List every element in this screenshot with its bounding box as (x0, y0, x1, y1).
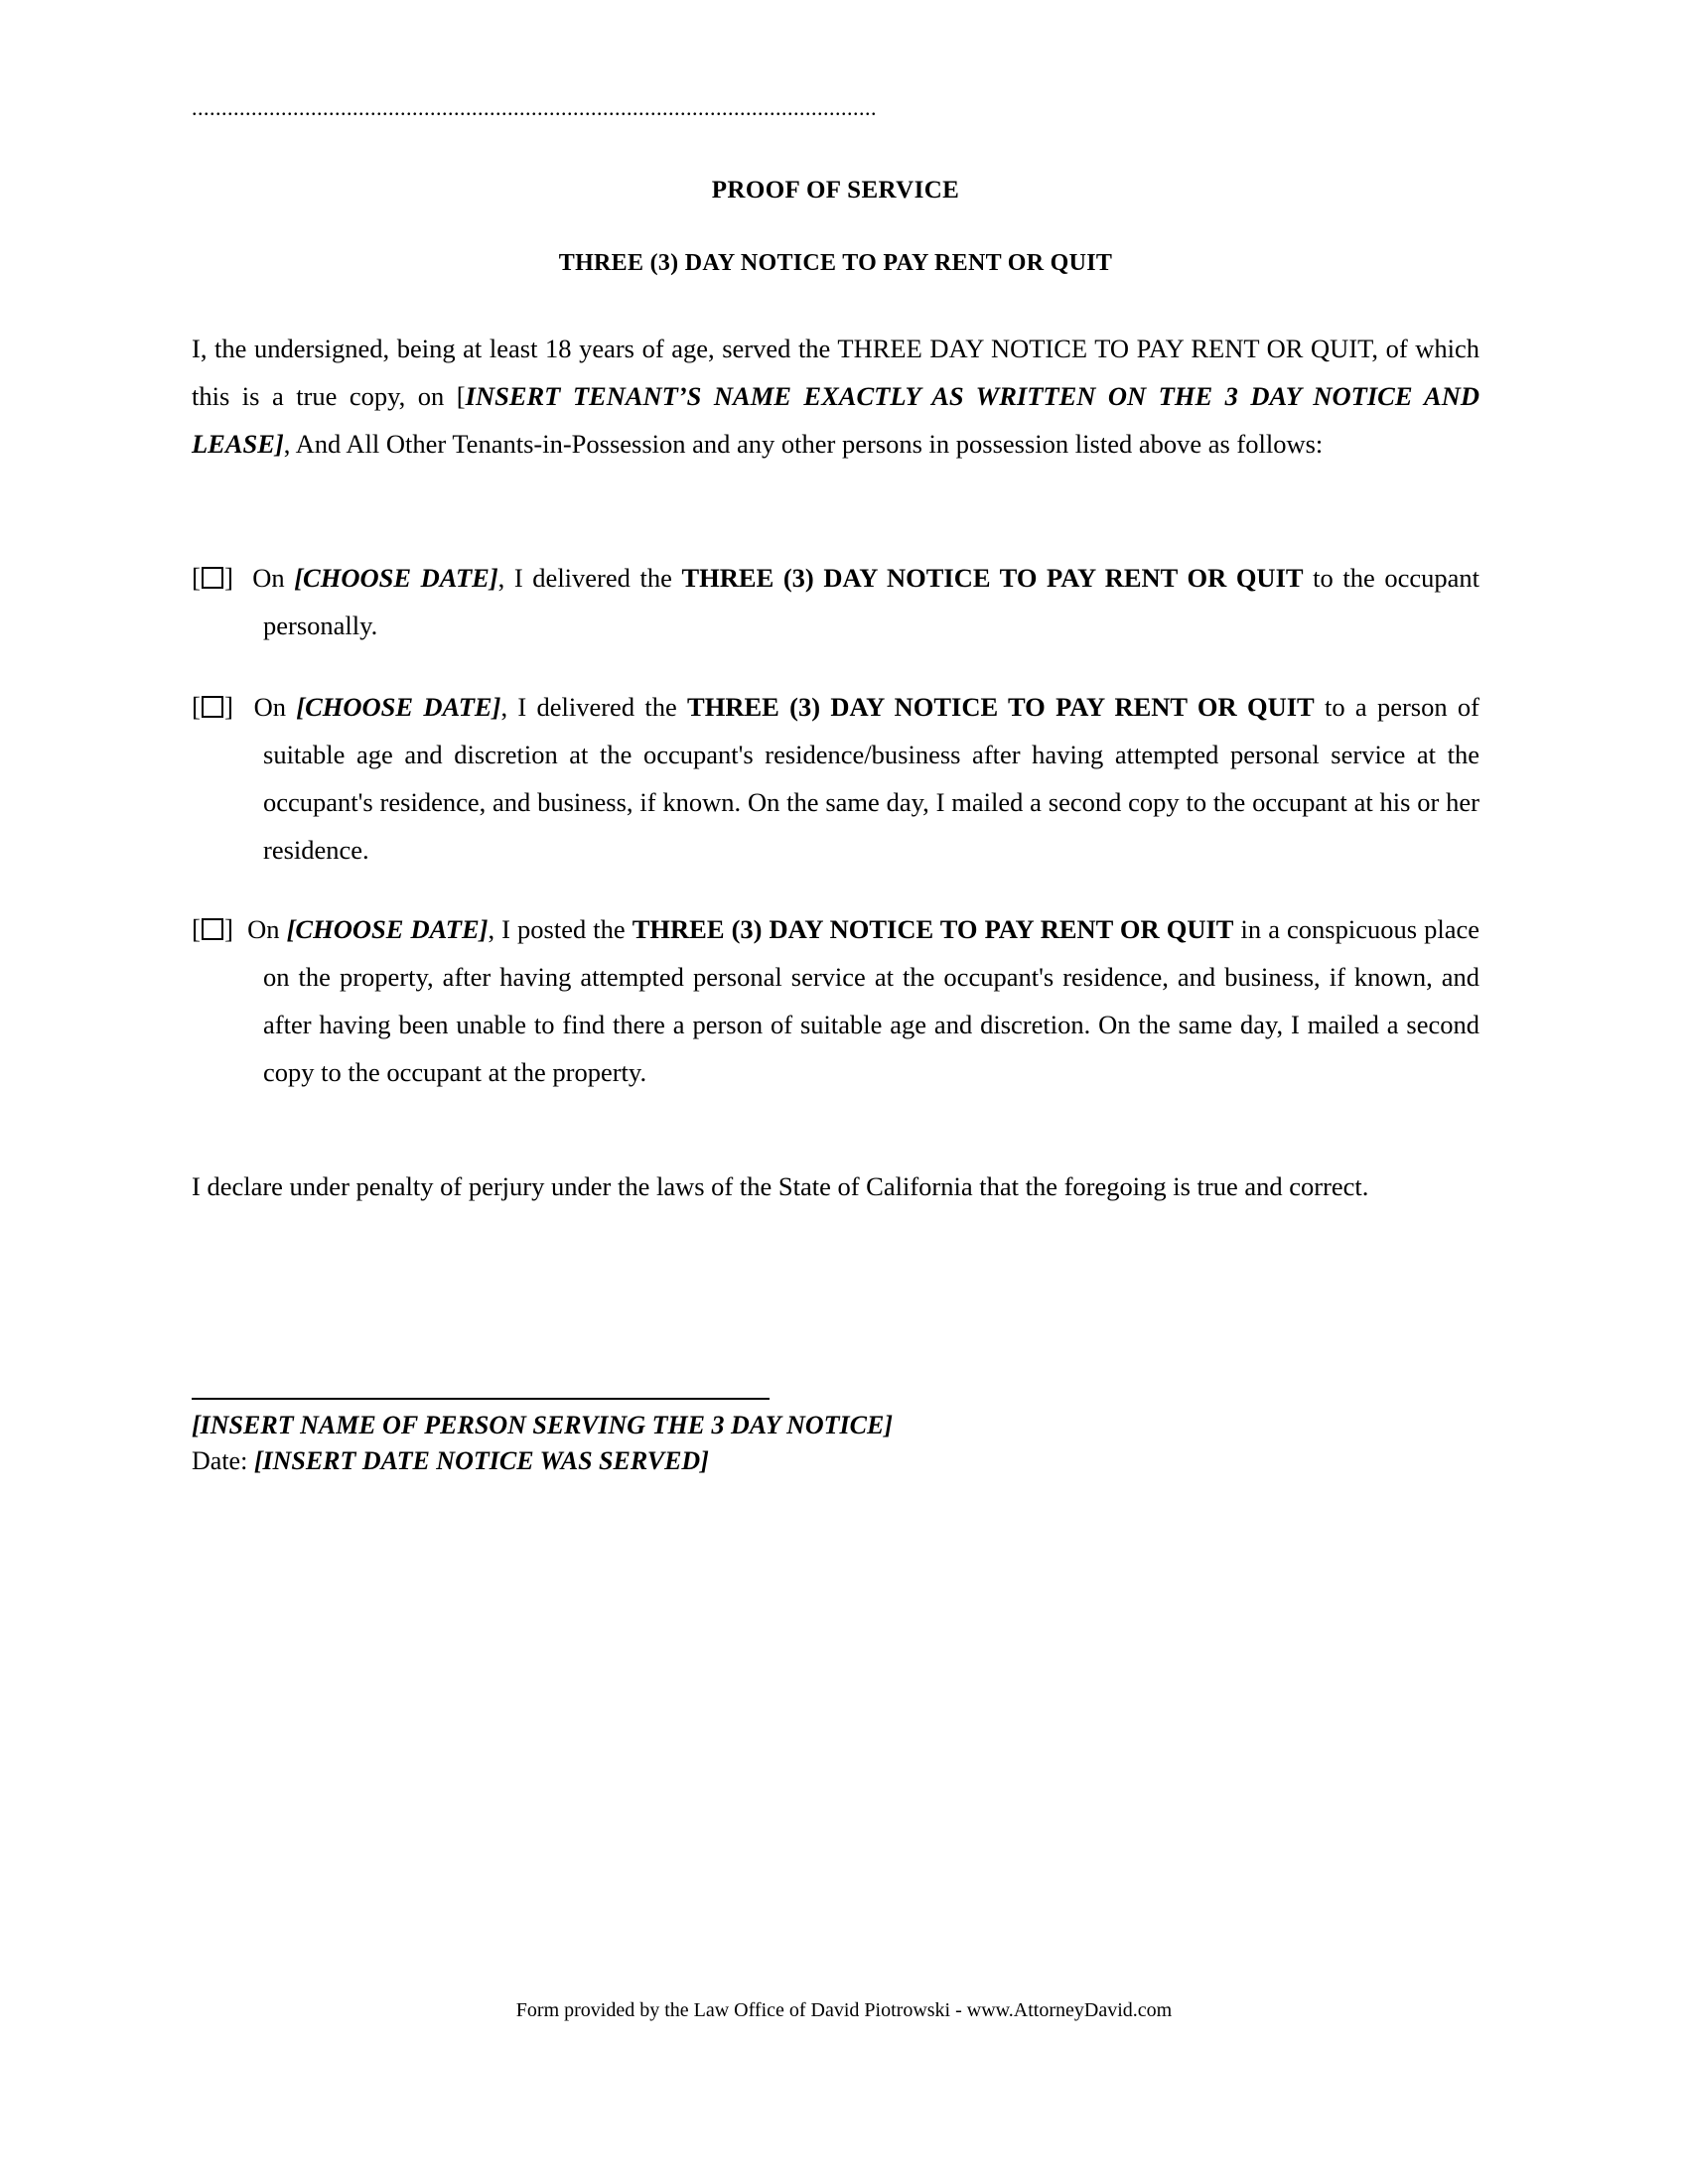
bracket-open-3: [ (192, 914, 201, 944)
bracket-close-3: ] (224, 914, 233, 944)
signature-line (192, 1398, 770, 1400)
bracket-close-2: ] (224, 692, 233, 722)
checkbox-unchecked-icon[interactable] (202, 696, 223, 718)
checkbox-group-1[interactable] (192, 563, 233, 593)
bracket-open-2: [ (192, 692, 201, 722)
dotted-leader-line: ................................................................................................................... (192, 95, 877, 120)
page-footer: Form provided by the Law Office of David Piotrowski - www.AttorneyDavid.com (515, 1999, 1173, 2021)
notice-name-2: THREE (3) DAY NOTICE TO PAY RENT OR QUIT (687, 692, 1315, 722)
bracket-open-1: [ (192, 563, 201, 593)
date-placeholder-2[interactable]: [CHOOSE DATE] (296, 692, 501, 722)
intro-paragraph (192, 325, 1479, 468)
checkbox-group-3[interactable] (192, 914, 233, 944)
option-text-after-1: to the occupant personally. (263, 563, 1480, 640)
perjury-declaration: I declare under penalty of perjury under the laws of the State of California that the foregoing is true and correct. (192, 1171, 1369, 1201)
tenant-name-placeholder: INSERT TENANT’S NAME EXACTLY AS WRITTEN ON THE 3 DAY NOTICE AND LEASE] (192, 381, 1479, 459)
service-option-posting[interactable] (192, 905, 1479, 1096)
page-title: PROOF OF SERVICE (711, 177, 960, 204)
intro-text-part-1: I, the undersigned, being at least 18 years of age, served the THREE DAY NOTICE TO PAY RENT OR QUIT, of which this is a true copy, on [ (192, 334, 1479, 411)
on-label-1: On (252, 563, 295, 593)
date-placeholder-1[interactable]: [CHOOSE DATE] (294, 563, 498, 593)
checkbox-unchecked-icon[interactable] (202, 918, 223, 940)
server-name-placeholder[interactable]: [INSERT NAME OF PERSON SERVING THE 3 DAY NOTICE] (192, 1411, 894, 1439)
checkbox-unchecked-icon[interactable] (202, 567, 223, 589)
bracket-close-1: ] (224, 563, 233, 593)
intro-text-part-2: , And All Other Tenants-in-Possession and any other persons in possession listed above as follows: (283, 429, 1324, 459)
service-date-placeholder[interactable]: [INSERT DATE NOTICE WAS SERVED] (253, 1446, 709, 1475)
service-option-substituted[interactable] (192, 683, 1479, 874)
on-label-2: On (253, 692, 297, 722)
notice-name-3: THREE (3) DAY NOTICE TO PAY RENT OR QUIT (632, 914, 1234, 944)
on-label-3: On (247, 914, 287, 944)
service-date-row (192, 1443, 1085, 1479)
option-text-before-3: , I posted the (488, 914, 633, 944)
checkbox-group-2[interactable] (192, 692, 233, 722)
option-text-after-2: to a person of suitable age and discretion at the occupant's residence/business after having attempted personal service at the occupant's residence, and business, if known. On the same day, I mailed a second copy to the occupant at his or her residence. (263, 692, 1479, 865)
option-text-before-1: , I delivered the (497, 563, 682, 593)
notice-name-1: THREE (3) DAY NOTICE TO PAY RENT OR QUIT (681, 563, 1304, 593)
option-text-after-3: in a conspicuous place on the property, after having attempted personal service at the occupant's residence, and business, if known, and after having been unable to find there a person of suitable age and discretion. On the same day, I mailed a second copy to the occupant at the property. (263, 914, 1480, 1087)
service-option-personal[interactable] (192, 554, 1479, 649)
option-text-before-2: , I delivered the (500, 692, 688, 722)
date-label: Date: (192, 1446, 254, 1475)
date-placeholder-3[interactable]: [CHOOSE DATE] (286, 914, 489, 944)
page-subtitle: THREE (3) DAY NOTICE TO PAY RENT OR QUIT (558, 250, 1113, 276)
